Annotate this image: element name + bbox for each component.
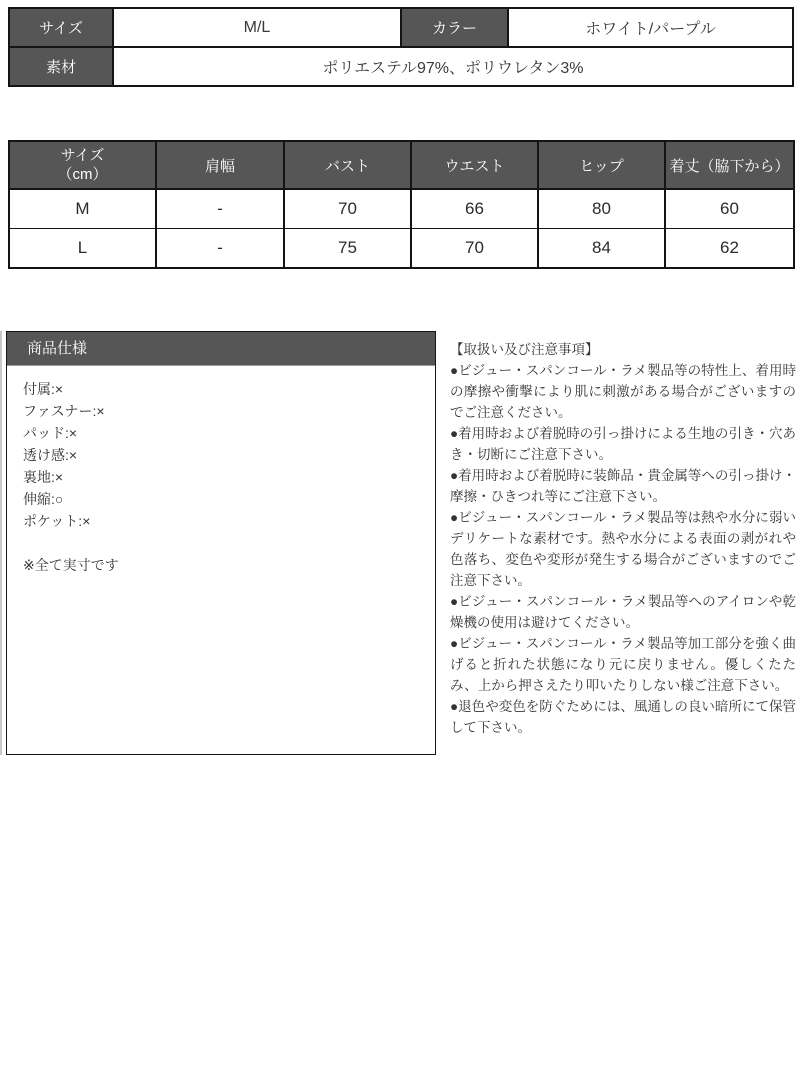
bottom-section <box>0 331 800 755</box>
size-chart-cell: 80 <box>538 189 665 229</box>
spec-item: ポケット:× <box>23 513 91 529</box>
spec-note: ※全て実寸です <box>23 557 119 573</box>
material-value-cell: ポリエステル97%、ポリウレタン3% <box>113 47 793 86</box>
color-label-cell: カラー <box>401 8 508 47</box>
table-row <box>9 229 794 269</box>
table-row <box>9 189 794 229</box>
size-chart-cell: 66 <box>411 189 538 229</box>
product-info-table <box>8 7 794 87</box>
spec-item: 付属:× <box>23 381 64 397</box>
product-spec-title: 商品仕様 <box>7 332 435 366</box>
precaution-item: ●着用時および着脱時の引っ掛けによる生地の引き・穴あき・切断にご注意下さい。 <box>450 426 796 462</box>
size-chart-header-length: 着丈（脇下から） <box>665 141 794 189</box>
size-chart-header-waist: ウエスト <box>411 141 538 189</box>
size-chart-row-label: L <box>9 229 156 269</box>
product-spec-box <box>6 331 436 755</box>
size-chart-header-size-line2: （cm） <box>57 166 108 183</box>
size-chart-cell: - <box>156 229 284 269</box>
size-chart-header-shoulder: 肩幅 <box>156 141 284 189</box>
size-chart-header-size-line1: サイズ <box>60 147 105 164</box>
table-header-row <box>9 141 794 189</box>
size-chart-cell: 60 <box>665 189 794 229</box>
size-chart-cell: 70 <box>284 189 411 229</box>
precautions <box>450 339 796 738</box>
material-label-cell: 素材 <box>9 47 113 86</box>
table-row <box>9 8 793 47</box>
size-chart-table <box>8 140 795 269</box>
product-spec-list <box>7 366 435 576</box>
size-chart-row-label: M <box>9 189 156 229</box>
precaution-item: ●ビジュー・スパンコール・ラメ製品等加工部分を強く曲げると折れた状態になり元に戻りません。優しくたたみ、上から押さえたり叩いたりしない様ご注意下さい。 <box>450 636 796 693</box>
size-chart-cell: 84 <box>538 229 665 269</box>
size-chart-header-hip: ヒップ <box>538 141 665 189</box>
size-chart-cell: 62 <box>665 229 794 269</box>
size-chart-header-size <box>9 141 156 189</box>
size-chart-header-bust: バスト <box>284 141 411 189</box>
size-chart-cell: 70 <box>411 229 538 269</box>
size-chart-cell: - <box>156 189 284 229</box>
spec-item: 透け感:× <box>23 447 78 463</box>
spec-item: ファスナー:× <box>23 403 105 419</box>
table-row <box>9 47 793 86</box>
left-accent-line <box>0 331 2 755</box>
precaution-item: ●ビジュー・スパンコール・ラメ製品等は熱や水分に弱いデリケートな素材です。熱や水分による表面の剥がれや色落ち、変色や変形が発生する場合がございますのでご注意下さい。 <box>450 510 796 588</box>
precaution-item: ●ビジュー・スパンコール・ラメ製品等へのアイロンや乾燥機の使用は避けてください。 <box>450 594 796 630</box>
precaution-item: ●ビジュー・スパンコール・ラメ製品等の特性上、着用時の摩擦や衝撃により肌に刺激がある場合がございますのでご注意ください。 <box>450 363 796 420</box>
precautions-title: 【取扱い及び注意事項】 <box>450 342 599 357</box>
spec-item: パッド:× <box>23 425 78 441</box>
precaution-item: ●着用時および着脱時に装飾品・貴金属等への引っ掛け・摩擦・ひきつれ等にご注意下さい。 <box>450 468 796 504</box>
spec-item: 伸縮:○ <box>23 491 64 507</box>
size-label-cell: サイズ <box>9 8 113 47</box>
color-value-cell: ホワイト/パープル <box>508 8 793 47</box>
size-value-cell: M/L <box>113 8 401 47</box>
size-chart-cell: 75 <box>284 229 411 269</box>
spec-item: 裏地:× <box>23 469 64 485</box>
precaution-item: ●退色や変色を防ぐためには、風通しの良い暗所にて保管して下さい。 <box>450 699 796 735</box>
